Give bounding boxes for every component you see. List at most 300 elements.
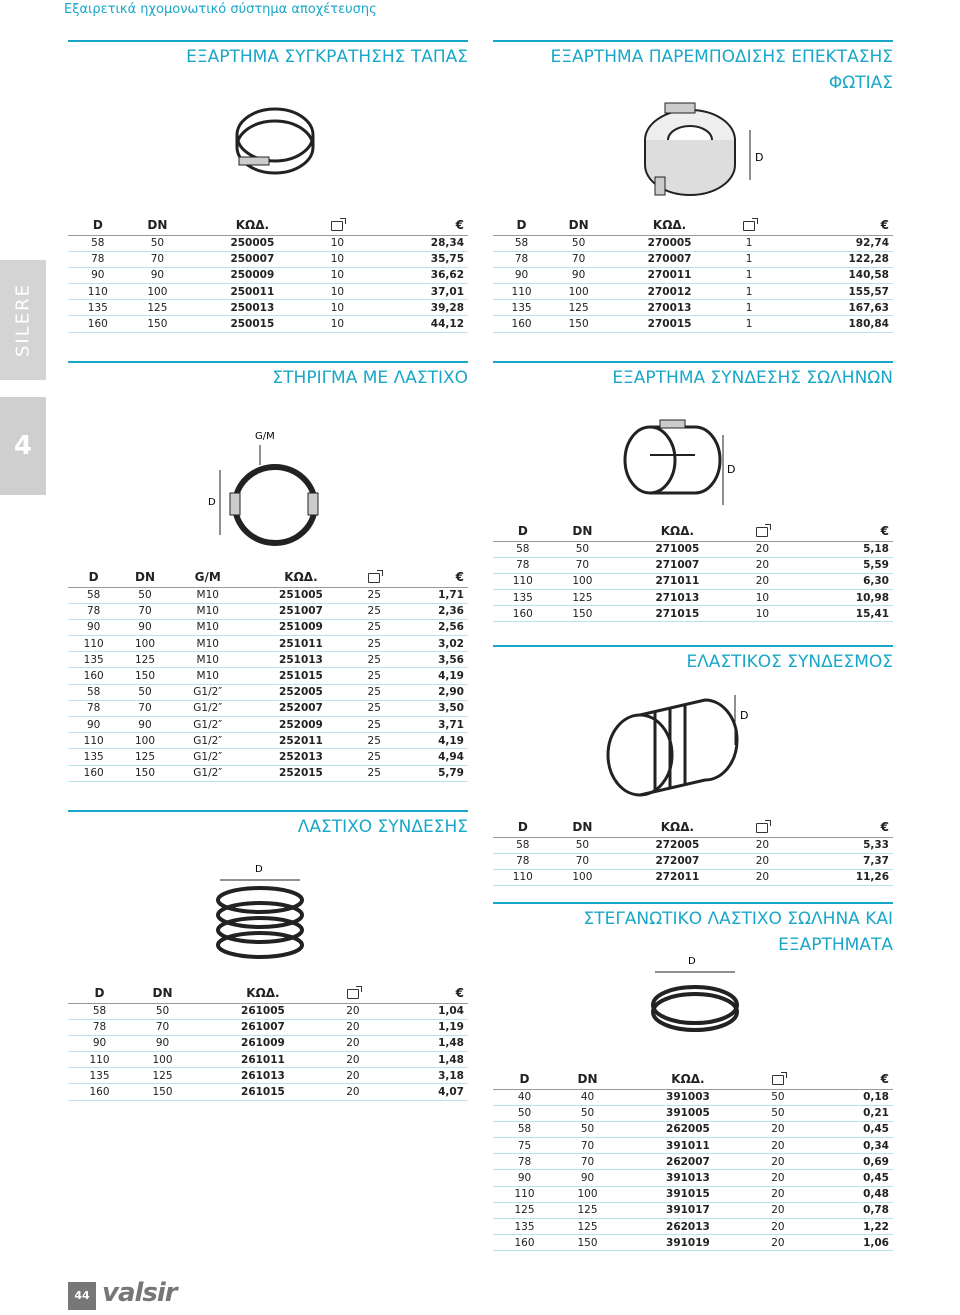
table-row xyxy=(68,1084,468,1100)
table-cell: 261005 xyxy=(194,1003,332,1019)
table-cell: 271007 xyxy=(612,557,742,573)
table-coupling-rubber xyxy=(68,984,468,1101)
table-row xyxy=(68,1035,468,1051)
table-row xyxy=(68,733,468,749)
section-divider xyxy=(68,361,468,363)
fire-collar-drawing xyxy=(625,95,775,205)
table-cell: 261011 xyxy=(194,1052,332,1068)
table-cell: M10 xyxy=(171,587,245,603)
table-cell: 250005 xyxy=(187,235,317,251)
table-cell: 58 xyxy=(68,235,128,251)
section-title-support-rubber: ΣΤΗΡΙΓΜΑ ΜΕ ΛΑΣΤΙΧΟ xyxy=(272,368,468,388)
column-header: D xyxy=(92,218,103,233)
table-cell: 58 xyxy=(493,235,550,251)
table-cell: 1,71 xyxy=(391,587,468,603)
table-row xyxy=(493,1170,893,1186)
table-row xyxy=(68,587,468,603)
table-cell: 180,84 xyxy=(766,316,893,332)
table-cell: 40 xyxy=(556,1089,619,1105)
column-header: € xyxy=(880,218,889,233)
table-cell: 2,36 xyxy=(391,603,468,619)
table-cell: 20 xyxy=(743,853,783,869)
table-row xyxy=(493,1202,893,1218)
table-cell: 135 xyxy=(68,749,119,765)
table-cell: 271005 xyxy=(612,541,742,557)
table-row xyxy=(68,284,468,300)
table-cell: 25 xyxy=(357,700,391,716)
table-cell: 90 xyxy=(119,619,170,635)
table-cell: 160 xyxy=(68,316,128,332)
table-cell: 270011 xyxy=(607,267,732,283)
table-row xyxy=(68,267,468,283)
table-cell: 20 xyxy=(743,541,783,557)
table-cell: 150 xyxy=(556,1235,619,1251)
table-row xyxy=(68,1052,468,1068)
column-header: D xyxy=(517,820,528,835)
table-cell: 0,18 xyxy=(799,1089,893,1105)
table-cell: 50 xyxy=(553,541,613,557)
table-cell: 20 xyxy=(743,557,783,573)
table-row xyxy=(493,251,893,267)
column-header: € xyxy=(880,524,889,539)
table-row xyxy=(493,837,893,853)
table-cell: 25 xyxy=(357,603,391,619)
table-row xyxy=(493,1219,893,1235)
table-cell: 270012 xyxy=(607,284,732,300)
table-cell: G1/2″ xyxy=(171,749,245,765)
table-row xyxy=(493,853,893,869)
dim-d-label: D xyxy=(208,497,216,508)
table-cell: 110 xyxy=(68,1052,131,1068)
table-cell: 20 xyxy=(757,1219,799,1235)
table-cell: 0,69 xyxy=(799,1154,893,1170)
section-title-elastic-coupling: ΕΛΑΣΤΙΚΟΣ ΣΥΝΔΕΣΜΟΣ xyxy=(686,652,893,672)
column-header: DN xyxy=(577,1072,598,1087)
table-cell: 50 xyxy=(556,1121,619,1137)
table-cell: 0,78 xyxy=(799,1202,893,1218)
table-cell: 36,62 xyxy=(357,267,468,283)
table-cell: 4,19 xyxy=(391,733,468,749)
table-cell: 272007 xyxy=(612,853,742,869)
table-cell: 20 xyxy=(332,1068,374,1084)
table-cell: 78 xyxy=(493,251,550,267)
section-divider xyxy=(493,902,893,904)
table-cell: 1 xyxy=(732,251,766,267)
column-header: DN xyxy=(572,820,593,835)
table-cell: 39,28 xyxy=(357,300,468,316)
table-cell: 262007 xyxy=(619,1154,757,1170)
table-cell: 90 xyxy=(550,267,607,283)
table-cell: 135 xyxy=(68,652,119,668)
table-cell: 0,34 xyxy=(799,1138,893,1154)
table-cell: 78 xyxy=(493,557,553,573)
table-cell: 20 xyxy=(332,1084,374,1100)
table-row xyxy=(493,1186,893,1202)
table-cell: 252005 xyxy=(245,684,357,700)
table-cell: 90 xyxy=(493,1170,556,1186)
table-cell: M10 xyxy=(171,668,245,684)
package-icon xyxy=(357,568,391,587)
tap-clamp-drawing xyxy=(225,95,325,185)
column-header: € xyxy=(455,218,464,233)
table-cell: 11,26 xyxy=(782,869,893,885)
table-cell: 1,06 xyxy=(799,1235,893,1251)
table-cell: 270013 xyxy=(607,300,732,316)
table-cell: 4,07 xyxy=(374,1084,468,1100)
column-header: ΚΩΔ. xyxy=(235,218,270,233)
table-cell: 135 xyxy=(493,590,553,606)
table-cell: 75 xyxy=(493,1138,556,1154)
table-row xyxy=(68,1019,468,1035)
table-cell: 20 xyxy=(757,1202,799,1218)
table-cell: 135 xyxy=(493,1219,556,1235)
table-row xyxy=(493,606,893,622)
table-cell: 10,98 xyxy=(782,590,893,606)
table-cell: 270015 xyxy=(607,316,732,332)
section-title-sealing-rubber: ΣΤΕΓΑΝΩΤΙΚΟ ΛΑΣΤΙΧΟ ΣΩΛΗΝΑ ΚΑΙ ΕΞΑΡΤΗΜΑΤΑ xyxy=(583,909,893,955)
table-cell: 20 xyxy=(743,573,783,589)
table-cell: 251015 xyxy=(245,668,357,684)
table-cell: 25 xyxy=(357,652,391,668)
table-cell: 20 xyxy=(332,1003,374,1019)
table-cell: 252013 xyxy=(245,749,357,765)
table-cell: 58 xyxy=(493,837,553,853)
table-cell: 271013 xyxy=(612,590,742,606)
table-cell: 262013 xyxy=(619,1219,757,1235)
table-cell: 20 xyxy=(757,1186,799,1202)
table-cell: 35,75 xyxy=(357,251,468,267)
table-support-rubber xyxy=(68,568,468,782)
table-cell: 391019 xyxy=(619,1235,757,1251)
table-cell: 92,74 xyxy=(766,235,893,251)
table-cell: 1,48 xyxy=(374,1035,468,1051)
table-cell: 3,18 xyxy=(374,1068,468,1084)
table-cell: 25 xyxy=(357,717,391,733)
table-cell: 1 xyxy=(732,267,766,283)
column-header: D xyxy=(94,986,105,1001)
table-cell: 391011 xyxy=(619,1138,757,1154)
table-cell: 37,01 xyxy=(357,284,468,300)
table-tap-clamp xyxy=(68,216,468,333)
table-cell: 250007 xyxy=(187,251,317,267)
table-cell: 252015 xyxy=(245,765,357,781)
table-cell: 100 xyxy=(553,573,613,589)
table-cell: 150 xyxy=(119,668,170,684)
table-cell: 25 xyxy=(357,749,391,765)
section-title-pipe-coupling: ΕΞΑΡΤΗΜΑ ΣΥΝΔΕΣΗΣ ΣΩΛΗΝΩΝ xyxy=(612,368,893,388)
column-header: ΚΩΔ. xyxy=(284,570,318,585)
section-divider xyxy=(493,361,893,363)
table-cell: 0,48 xyxy=(799,1186,893,1202)
table-cell: 125 xyxy=(493,1202,556,1218)
table-cell: 150 xyxy=(128,316,188,332)
table-cell: 155,57 xyxy=(766,284,893,300)
table-cell: M10 xyxy=(171,603,245,619)
table-cell: 1,19 xyxy=(374,1019,468,1035)
table-cell: 5,79 xyxy=(391,765,468,781)
table-cell: 70 xyxy=(550,251,607,267)
table-cell: 125 xyxy=(556,1202,619,1218)
table-cell: 125 xyxy=(131,1068,194,1084)
table-cell: 90 xyxy=(119,717,170,733)
table-cell: 10 xyxy=(318,316,358,332)
table-cell: 20 xyxy=(757,1235,799,1251)
table-cell: 270007 xyxy=(607,251,732,267)
table-row xyxy=(68,300,468,316)
table-row xyxy=(68,316,468,332)
table-cell: 160 xyxy=(493,606,553,622)
table-cell: 50 xyxy=(493,1105,556,1121)
table-cell: 50 xyxy=(119,587,170,603)
package-icon xyxy=(332,984,374,1003)
table-cell: 10 xyxy=(318,251,358,267)
table-cell: 3,56 xyxy=(391,652,468,668)
table-row xyxy=(493,284,893,300)
brand-label: SILERE xyxy=(12,282,34,358)
table-cell: 40 xyxy=(493,1089,556,1105)
table-cell: 122,28 xyxy=(766,251,893,267)
table-cell: 50 xyxy=(556,1105,619,1121)
table-cell: 20 xyxy=(332,1019,374,1035)
table-row xyxy=(493,300,893,316)
table-row xyxy=(493,1235,893,1251)
table-cell: 50 xyxy=(550,235,607,251)
table-cell: 391017 xyxy=(619,1202,757,1218)
table-cell: 58 xyxy=(493,1121,556,1137)
table-cell: 110 xyxy=(493,284,550,300)
table-cell: 28,34 xyxy=(357,235,468,251)
table-cell: 100 xyxy=(553,869,613,885)
table-row xyxy=(493,1154,893,1170)
table-cell: 1,22 xyxy=(799,1219,893,1235)
table-cell: 150 xyxy=(131,1084,194,1100)
table-row xyxy=(68,1003,468,1019)
table-cell: 50 xyxy=(119,684,170,700)
table-cell: 20 xyxy=(757,1121,799,1137)
table-cell: 110 xyxy=(493,1186,556,1202)
table-cell: 160 xyxy=(68,765,119,781)
table-cell: 90 xyxy=(68,619,119,635)
column-header: DN xyxy=(134,570,155,585)
table-cell: 250013 xyxy=(187,300,317,316)
table-row xyxy=(493,541,893,557)
table-cell: 251009 xyxy=(245,619,357,635)
table-cell: 78 xyxy=(68,1019,131,1035)
table-cell: 10 xyxy=(318,235,358,251)
table-row xyxy=(68,251,468,267)
package-icon xyxy=(743,522,783,541)
table-cell: 70 xyxy=(553,853,613,869)
table-cell: 262005 xyxy=(619,1121,757,1137)
table-cell: 135 xyxy=(68,1068,131,1084)
table-cell: 1,48 xyxy=(374,1052,468,1068)
table-cell: 25 xyxy=(357,684,391,700)
table-cell: 90 xyxy=(493,267,550,283)
table-cell: 20 xyxy=(332,1052,374,1068)
section-title-coupling-rubber: ΛΑΣΤΙΧΟ ΣΥΝΔΕΣΗΣ xyxy=(297,817,468,837)
table-cell: 4,19 xyxy=(391,668,468,684)
table-cell: 110 xyxy=(493,869,553,885)
table-cell: M10 xyxy=(171,652,245,668)
table-cell: 251007 xyxy=(245,603,357,619)
table-cell: M10 xyxy=(171,619,245,635)
table-cell: 272005 xyxy=(612,837,742,853)
table-cell: 20 xyxy=(743,869,783,885)
table-cell: 50 xyxy=(128,235,188,251)
column-header: G/M xyxy=(194,570,221,585)
table-cell: 125 xyxy=(550,300,607,316)
page-number: 44 xyxy=(68,1282,96,1310)
table-row xyxy=(68,700,468,716)
table-cell: 2,56 xyxy=(391,619,468,635)
dim-d-label: D xyxy=(255,864,263,875)
table-cell: 251005 xyxy=(245,587,357,603)
table-cell: 78 xyxy=(493,853,553,869)
table-cell: 44,12 xyxy=(357,316,468,332)
table-cell: 167,63 xyxy=(766,300,893,316)
table-cell: 50 xyxy=(757,1105,799,1121)
table-cell: 20 xyxy=(332,1035,374,1051)
table-cell: 10 xyxy=(318,284,358,300)
table-cell: 3,02 xyxy=(391,636,468,652)
table-cell: 90 xyxy=(68,717,119,733)
table-cell: 250015 xyxy=(187,316,317,332)
table-cell: 135 xyxy=(68,300,128,316)
table-cell: 78 xyxy=(68,603,119,619)
table-cell: 1 xyxy=(732,316,766,332)
section-title-tap-clamp: ΕΞΑΡΤΗΜΑ ΣΥΓΚΡΑΤΗΣΗΣ ΤΑΠΑΣ xyxy=(186,47,468,67)
table-cell: 100 xyxy=(128,284,188,300)
table-cell: 270005 xyxy=(607,235,732,251)
column-header: DN xyxy=(568,218,589,233)
table-row xyxy=(68,1068,468,1084)
table-cell: G1/2″ xyxy=(171,684,245,700)
elastic-coupling-drawing xyxy=(595,685,775,805)
table-cell: 100 xyxy=(119,733,170,749)
table-cell: G1/2″ xyxy=(171,700,245,716)
table-cell: 25 xyxy=(357,636,391,652)
table-cell: 271011 xyxy=(612,573,742,589)
table-cell: 1 xyxy=(732,300,766,316)
table-cell: 135 xyxy=(493,300,550,316)
table-cell: 5,59 xyxy=(782,557,893,573)
table-cell: 125 xyxy=(119,749,170,765)
valsir-logo: valsir xyxy=(102,1278,177,1308)
table-cell: 10 xyxy=(318,300,358,316)
dim-d-label: D xyxy=(755,151,764,164)
table-cell: 20 xyxy=(757,1154,799,1170)
table-cell: 50 xyxy=(757,1089,799,1105)
table-cell: 78 xyxy=(493,1154,556,1170)
table-elastic-coupling xyxy=(493,818,893,886)
table-cell: 251013 xyxy=(245,652,357,668)
table-cell: 261007 xyxy=(194,1019,332,1035)
table-pipe-coupling xyxy=(493,522,893,622)
table-cell: 90 xyxy=(68,1035,131,1051)
table-cell: 90 xyxy=(68,267,128,283)
page-header: Εξαιρετικά ηχομονωτικό σύστημα αποχέτευσης xyxy=(64,2,377,17)
table-cell: 250009 xyxy=(187,267,317,283)
table-cell: 70 xyxy=(556,1154,619,1170)
chapter-tab xyxy=(0,397,46,495)
column-header: € xyxy=(880,1072,889,1087)
section-title-fire-collar: ΕΞΑΡΤΗΜΑ ΠΑΡΕΜΠΟΔΙΣΗΣ ΕΠΕΚΤΑΣΗΣ ΦΩΤΙΑΣ xyxy=(550,47,893,93)
package-icon xyxy=(757,1070,799,1089)
table-cell: G1/2″ xyxy=(171,717,245,733)
table-cell: 70 xyxy=(131,1019,194,1035)
table-cell: 125 xyxy=(119,652,170,668)
table-cell: 0,45 xyxy=(799,1121,893,1137)
table-cell: 10 xyxy=(318,267,358,283)
table-cell: 78 xyxy=(68,251,128,267)
table-cell: 25 xyxy=(357,765,391,781)
table-cell: 160 xyxy=(493,316,550,332)
table-cell: 78 xyxy=(68,700,119,716)
column-header: ΚΩΔ. xyxy=(246,986,280,1001)
table-cell: 391013 xyxy=(619,1170,757,1186)
table-cell: 110 xyxy=(68,636,119,652)
table-row xyxy=(68,668,468,684)
table-row xyxy=(493,1121,893,1137)
table-cell: 110 xyxy=(68,733,119,749)
table-cell: 58 xyxy=(68,587,119,603)
table-fire-collar xyxy=(493,216,893,333)
package-icon xyxy=(743,818,783,837)
table-cell: 160 xyxy=(68,668,119,684)
table-cell: 70 xyxy=(119,603,170,619)
table-cell: 10 xyxy=(743,606,783,622)
table-cell: 110 xyxy=(68,284,128,300)
pipe-coupling-drawing xyxy=(605,415,745,515)
table-cell: 2,90 xyxy=(391,684,468,700)
table-cell: 50 xyxy=(131,1003,194,1019)
table-cell: 125 xyxy=(556,1219,619,1235)
column-header: ΚΩΔ. xyxy=(660,820,695,835)
table-cell: 250011 xyxy=(187,284,317,300)
table-row xyxy=(493,590,893,606)
column-header: D xyxy=(516,218,527,233)
section-divider xyxy=(68,810,468,812)
column-header: € xyxy=(880,820,889,835)
dim-d-label: D xyxy=(740,709,749,722)
table-cell: 20 xyxy=(757,1138,799,1154)
table-cell: 1 xyxy=(732,284,766,300)
table-cell: 252009 xyxy=(245,717,357,733)
table-row xyxy=(493,557,893,573)
chapter-number: 4 xyxy=(13,431,33,461)
section-divider xyxy=(68,40,468,42)
support-rubber-drawing xyxy=(200,425,330,555)
table-cell: 150 xyxy=(550,316,607,332)
table-cell: 261009 xyxy=(194,1035,332,1051)
table-cell: 272011 xyxy=(612,869,742,885)
table-cell: 150 xyxy=(553,606,613,622)
table-cell: 1,04 xyxy=(374,1003,468,1019)
column-header: DN xyxy=(152,986,173,1001)
table-cell: 20 xyxy=(743,837,783,853)
table-row xyxy=(68,765,468,781)
table-row xyxy=(493,1138,893,1154)
table-cell: 70 xyxy=(128,251,188,267)
table-cell: 391015 xyxy=(619,1186,757,1202)
table-cell: 70 xyxy=(556,1138,619,1154)
table-cell: 70 xyxy=(553,557,613,573)
table-sealing-rubber xyxy=(493,1070,893,1251)
table-cell: 1 xyxy=(732,235,766,251)
column-header: € xyxy=(455,986,464,1001)
table-cell: 252007 xyxy=(245,700,357,716)
table-cell: 252011 xyxy=(245,733,357,749)
